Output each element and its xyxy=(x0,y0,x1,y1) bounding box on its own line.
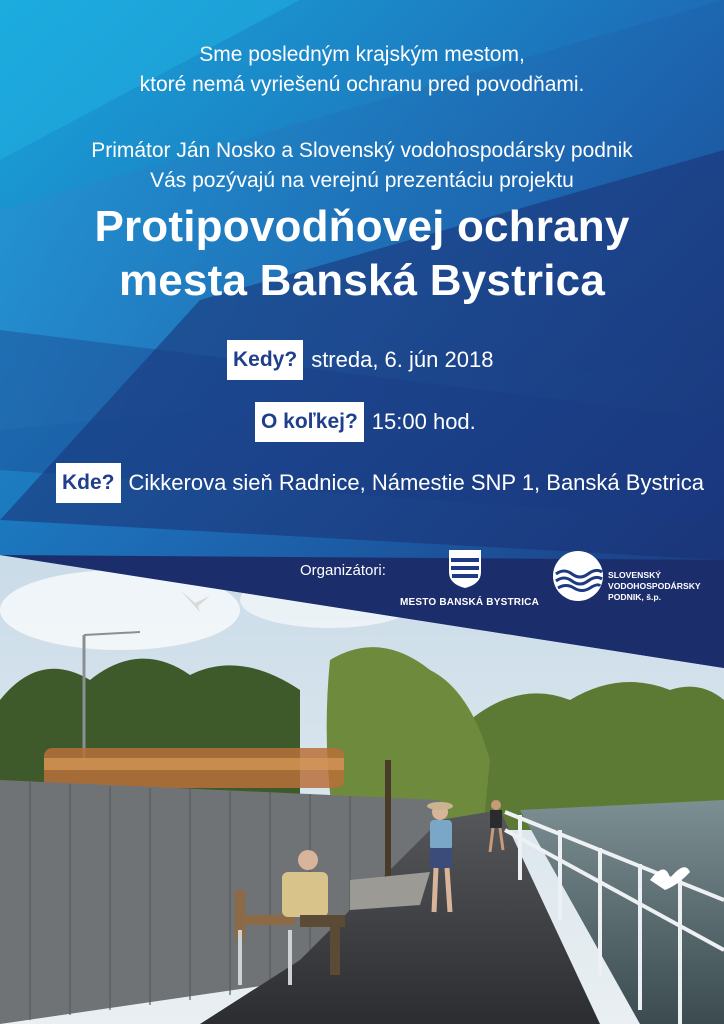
date-label: Kedy? xyxy=(227,340,303,380)
banska-bystrica-logo xyxy=(400,548,540,608)
event-time-row xyxy=(255,402,476,442)
event-date-row xyxy=(227,340,493,380)
event-location-row xyxy=(56,463,704,503)
project-title-line-2: mesta Banská Bystrica xyxy=(118,256,606,305)
date-value: streda, 6. jún 2018 xyxy=(311,347,494,372)
org2-line-3: PODNIK, š.p. xyxy=(608,592,662,602)
location-label: Kde? xyxy=(56,463,121,503)
org2-name xyxy=(608,570,701,603)
intro-text xyxy=(0,40,724,100)
location-value: Cikkerova sieň Radnice, Námestie SNP 1, Banská Bystrica xyxy=(128,470,705,495)
invite-line-2: Vás pozývajú na verejnú prezentáciu projektu xyxy=(150,169,574,192)
org1-name: MESTO BANSKÁ BYSTRICA xyxy=(400,597,540,608)
time-label: O koľkej? xyxy=(255,402,364,442)
invite-line-1: Primátor Ján Nosko a Slovenský vodohospodársky podnik xyxy=(91,139,633,162)
time-value: 15:00 hod. xyxy=(371,409,476,434)
project-title xyxy=(0,200,724,308)
city-coat-of-arms-icon xyxy=(447,548,483,590)
svp-logo xyxy=(552,548,712,608)
organizers-label: Organizátori: xyxy=(300,562,386,579)
water-waves-icon xyxy=(552,550,604,602)
intro-line-1: Sme posledným krajským mestom, xyxy=(199,43,525,66)
intro-line-2: ktoré nemá vyriešenú ochranu pred povodňami. xyxy=(139,73,585,96)
invite-text xyxy=(0,136,724,196)
org2-line-2: VODOHOSPODÁRSKY xyxy=(608,581,701,591)
project-title-line-1: Protipovodňovej ochrany xyxy=(94,202,630,251)
org2-line-1: SLOVENSKÝ xyxy=(608,570,662,580)
